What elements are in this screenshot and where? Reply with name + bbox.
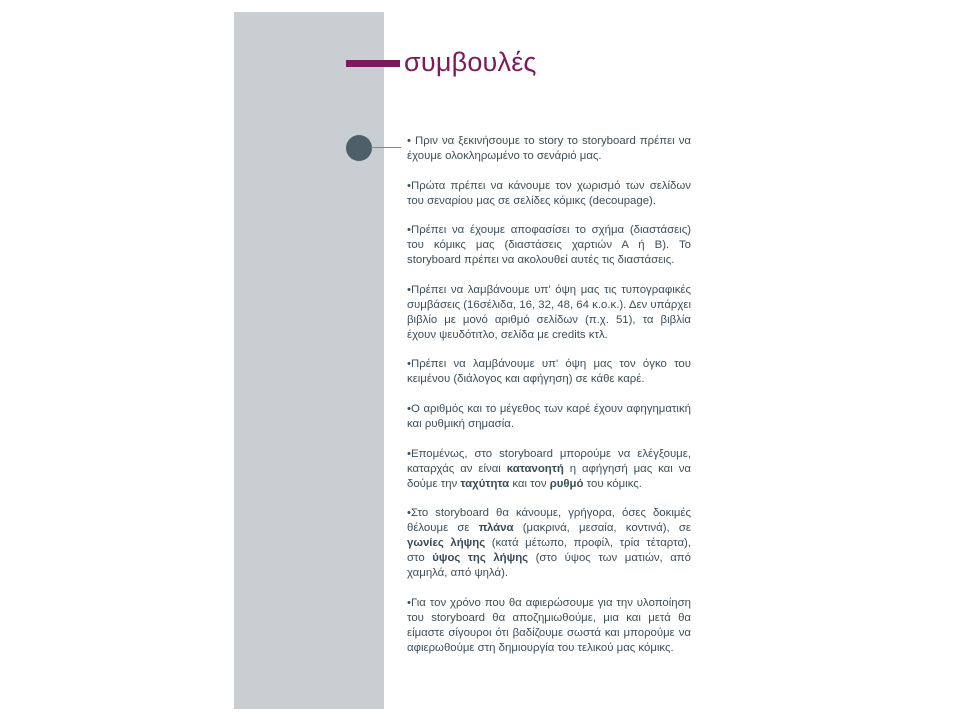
tip-text: •Ο αριθμός και το μέγεθος των καρέ έχουν αφηγηματική και ρυθμική σημασία. (407, 402, 691, 430)
emphasized-term: πλάνα (478, 522, 514, 535)
tips-list (407, 134, 691, 670)
tip-paragraph (407, 283, 691, 343)
tip-text: •Για τον χρόνο που θα αφιερώσουμε για την υλοποίηση του storyboard θα αποζημιωθούμε, μια και μετά θα είμαστε σίγουροι ότι βαδίζουμε σωστά και μπορούμε να αφιερωθούμε στη δημιουργία του τελικού μας κόμικς. (407, 596, 691, 654)
tip-text: και τον (509, 477, 550, 490)
tip-text: • Πριν να ξεκινήσουμε το story το storyboard πρέπει να έχουμε ολοκληρωμένο το σενάριό μας. (407, 135, 691, 162)
tip-paragraph (407, 447, 691, 492)
emphasized-term: γωνίες λήψης (407, 537, 486, 550)
slide-title: συμβουλές (404, 47, 537, 77)
tip-text: •Επομένως, στο storyboard μπορούμε να ελέγξουμε, καταρχάς αν είναι (407, 447, 691, 475)
tip-text: •Πρώτα πρέπει να κάνουμε τον χωρισμό των σελίδων του σεναρίου μας σε σελίδες κόμικς (decoupage). (407, 179, 691, 207)
tip-paragraph (407, 357, 691, 387)
tip-text: (μακρινά, μεσαία, κοντινά), σε (513, 522, 691, 535)
emphasized-term: ρυθμό (549, 477, 584, 490)
tip-paragraph (407, 402, 691, 432)
tip-text: •Πρέπει να λαμβάνουμε υπ' όψη μας τον όγκο του κειμένου (διάλογος και αφήγηση) σε κάθε καρέ. (407, 358, 691, 386)
tip-text: (στο ύψος των ματιών, από χαμηλά, από ψηλά). (407, 552, 691, 580)
tip-text: του κόμικς. (583, 477, 642, 490)
tip-paragraph (407, 134, 691, 164)
emphasized-term: ταχύτητα (460, 477, 510, 490)
emphasized-term: ύψος της λήψης (432, 552, 529, 565)
tip-text: •Πρέπει να λαμβάνουμε υπ' όψη μας τις τυπογραφικές συμβάσεις (16σέλιδα, 16, 32, 48, 64 κ.ο.κ.). Δεν υπάρχει βιβλίο με μονό αριθμό σελίδων (π.χ. 51), τα βιβλία έχουν ψευδότιτλο, σελίδα με credits κτλ. (407, 283, 691, 341)
side-panel (234, 12, 384, 709)
tip-paragraph (407, 596, 691, 656)
bullet-connector-line (371, 147, 401, 148)
tip-paragraph (407, 179, 691, 209)
tip-text: •Στο storyboard θα κάνουμε, γρήγορα, όσες δοκιμές θέλουμε σε (407, 507, 691, 535)
tip-paragraph (407, 506, 691, 581)
tip-paragraph (407, 223, 691, 268)
emphasized-term: κατανοητή (506, 462, 564, 475)
tip-text: •Πρέπει να έχουμε αποφασίσει το σχήμα (διαστάσεις) του κόμικς μας (διαστάσεις χαρτιών Α ή Β). Το storyboard πρέπει να ακολουθεί αυτές τις διαστάσεις. (407, 224, 691, 267)
tip-text: (κατά μέτωπο, προφίλ, τρία τέταρτα), στο (407, 537, 691, 565)
circle-bullet-icon (346, 135, 372, 161)
tip-text: η αφήγησή μας και να δούμε την (407, 462, 691, 490)
title-accent-bar (346, 60, 400, 67)
